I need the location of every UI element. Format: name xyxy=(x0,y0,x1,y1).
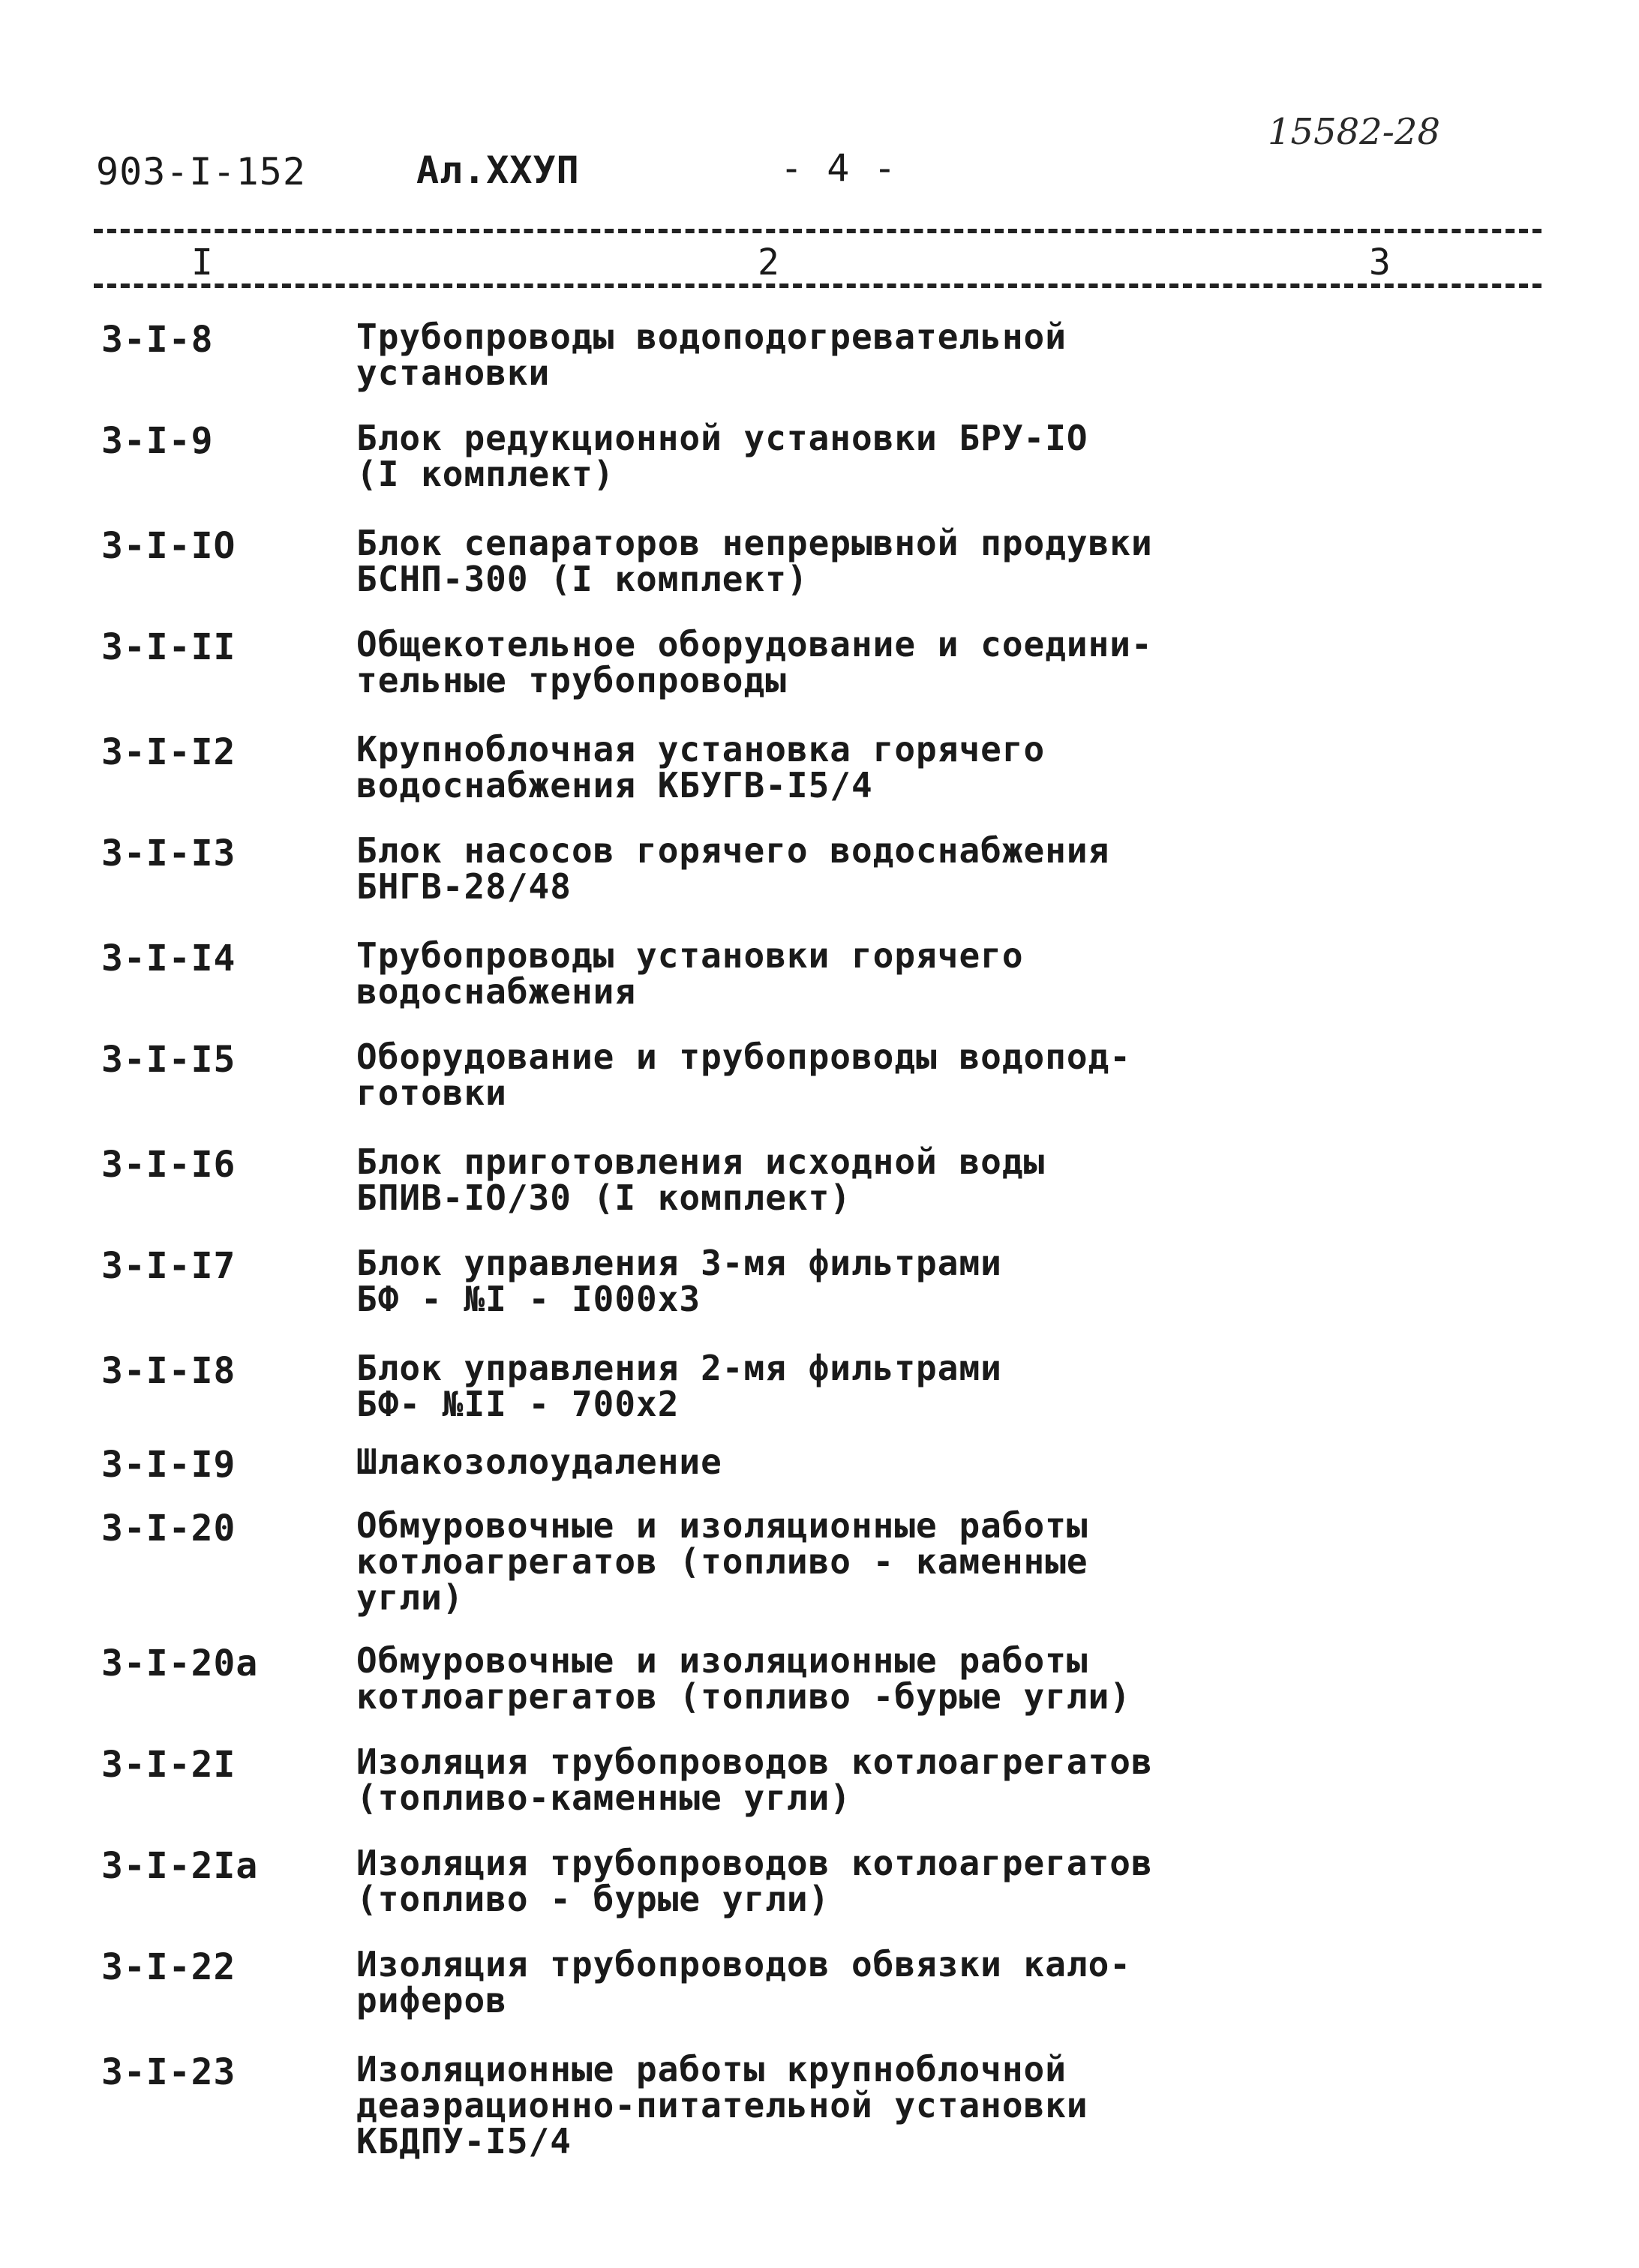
entry-code: 3-I-20а xyxy=(101,1642,259,1684)
entry-code: 3-I-I3 xyxy=(101,832,236,874)
entry-code: 3-I-8 xyxy=(101,319,214,361)
entry-code: 3-I-IO xyxy=(101,525,236,567)
entry-description: Общекотельное оборудование и соедини- тельные трубопроводы xyxy=(356,624,1153,700)
archive-number: 15582-28 xyxy=(1268,111,1440,153)
entry-description: Оборудование и трубопроводы водопод- готовки xyxy=(356,1036,1131,1113)
entry-description: Блок редукционной установки БРУ-IO (I комплект) xyxy=(356,418,1088,494)
entry-description: Блок насосов горячего водоснабжения БНГВ-28/48 xyxy=(356,830,1110,907)
entry-description: Изоляция трубопроводов котлоагрегатов (топливо-каменные угли) xyxy=(356,1742,1153,1818)
entry-code: 3-I-20 xyxy=(101,1508,236,1550)
entry-description: Изоляционные работы крупноблочной деаэрационно-питательной установки КБДПУ-I5/4 xyxy=(356,2049,1088,2162)
table-top-rule xyxy=(94,229,1541,233)
entry-code: 3-I-I2 xyxy=(101,731,236,773)
table-header-rule xyxy=(94,284,1541,288)
entry-code: 3-I-II xyxy=(101,626,236,668)
entry-description: Обмуровочные и изоляционные работы котлоагрегатов (топливо -бурые угли) xyxy=(356,1640,1131,1717)
entry-code: 3-I-I9 xyxy=(101,1444,236,1486)
entry-code: 3-I-I5 xyxy=(101,1039,236,1081)
entry-code: 3-I-2I xyxy=(101,1744,236,1786)
doc-number: 903-I-152 xyxy=(96,150,306,194)
entry-description: Трубопроводы установки горячего водоснабжения xyxy=(356,935,1024,1012)
entry-description: Изоляция трубопроводов обвязки кало- риферов xyxy=(356,1944,1131,2020)
entry-description: Обмуровочные и изоляционные работы котлоагрегатов (топливо - каменные угли) xyxy=(356,1505,1088,1618)
column-number-1: I xyxy=(191,242,213,284)
entry-description: Изоляция трубопроводов котлоагрегатов (топливо - бурые угли) xyxy=(356,1843,1153,1919)
column-number-3: 3 xyxy=(1369,242,1391,284)
entry-description: Крупноблочная установка горячего водоснабжения КБУГВ-I5/4 xyxy=(356,729,1046,806)
entry-code: 3-I-23 xyxy=(101,2051,236,2093)
entry-code: 3-I-I6 xyxy=(101,1144,236,1186)
entry-code: 3-I-22 xyxy=(101,1946,236,1988)
entry-code: 3-I-I4 xyxy=(101,938,236,980)
entry-description: Трубопроводы водоподогревательной установки xyxy=(356,316,1067,393)
entry-description: Блок сепараторов непрерывной продувки БСНП-300 (I комплект) xyxy=(356,523,1153,599)
entry-description: Блок управления 2-мя фильтрами БФ- №II - 700x2 xyxy=(356,1348,1002,1424)
entry-description: Блок приготовления исходной воды БПИВ-IO/30 (I комплект) xyxy=(356,1142,1046,1218)
album-label: Ал.XXУП xyxy=(416,148,580,192)
entry-code: 3-I-I7 xyxy=(101,1245,236,1287)
column-number-2: 2 xyxy=(758,242,779,284)
entry-code: 3-I-2Iа xyxy=(101,1845,259,1887)
entry-description: Шлакозолоудаление xyxy=(356,1442,722,1482)
entry-code: 3-I-I8 xyxy=(101,1350,236,1392)
entry-code: 3-I-9 xyxy=(101,420,214,462)
page-number: - 4 - xyxy=(780,146,897,190)
entry-description: Блок управления 3-мя фильтрами БФ - №I - I000x3 xyxy=(356,1243,1002,1319)
